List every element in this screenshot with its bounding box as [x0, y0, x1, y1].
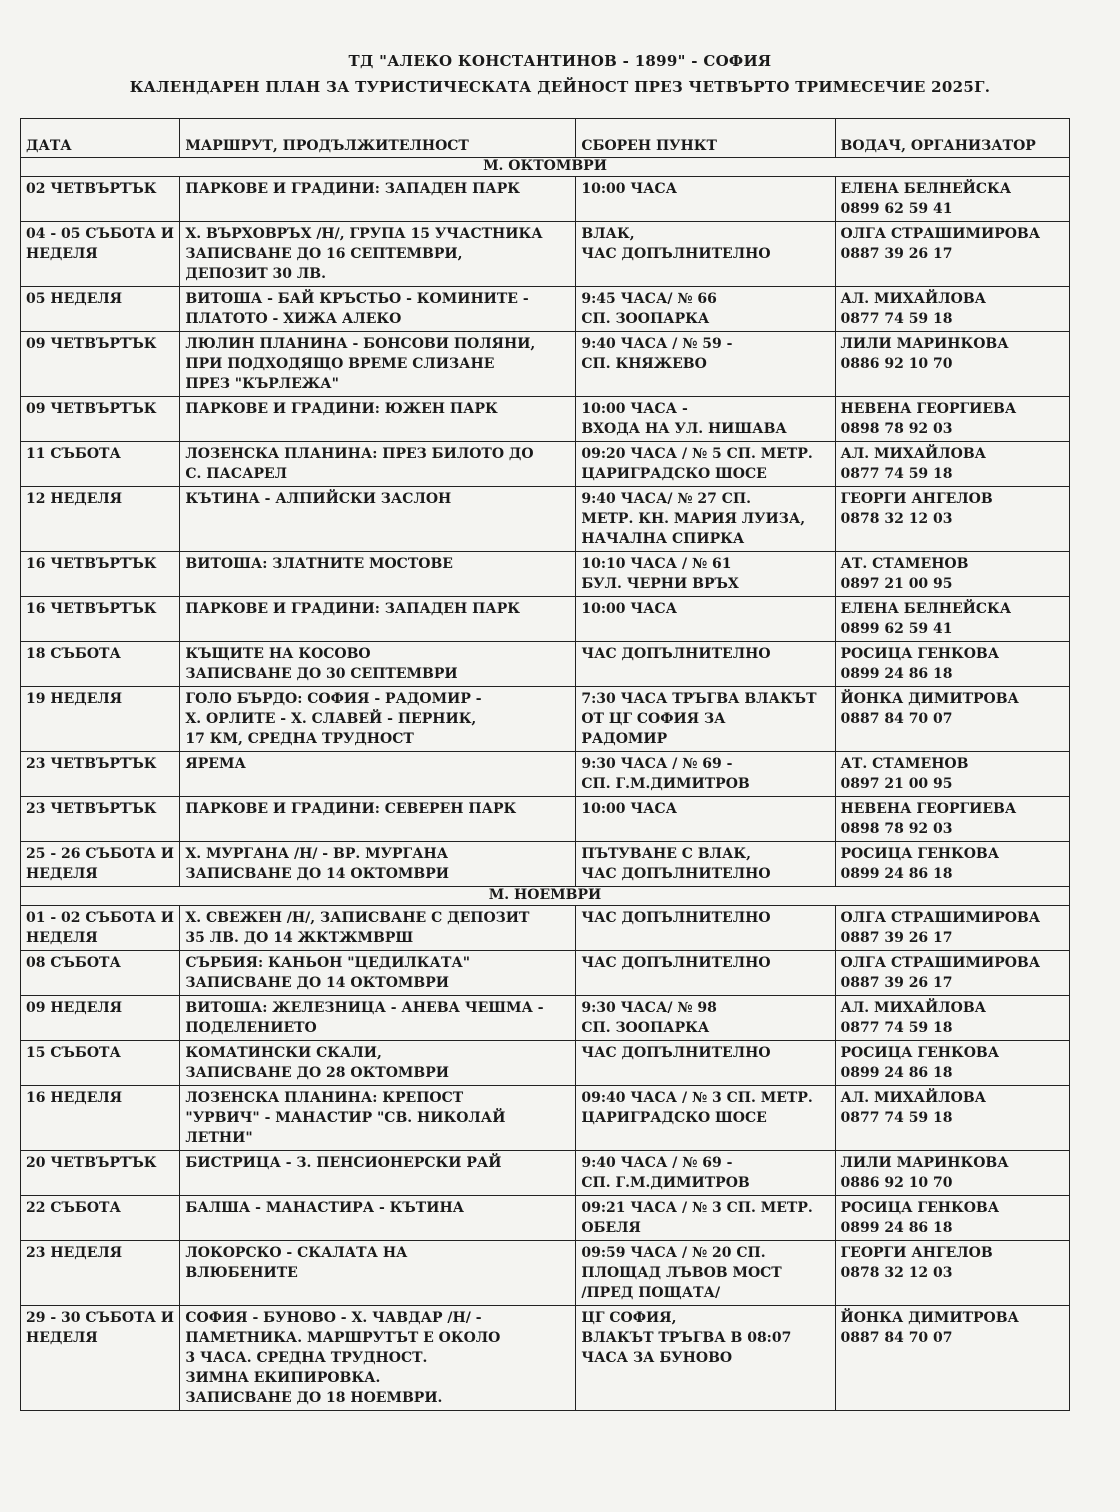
route-cell-line: Х. ВЪРХОВРЪХ /Н/, ГРУПА 15 УЧАСТНИКА — [185, 226, 543, 242]
route-cell-line: Х. МУРГАНА /Н/ - ВР. МУРГАНА — [185, 846, 449, 862]
meeting-point-cell-line: /ПРЕД ПОЩАТА/ — [581, 1285, 721, 1301]
guide-cell-line: РОСИЦА ГЕНКОВА — [840, 846, 1000, 862]
meeting-point-cell — [576, 1151, 835, 1196]
date-cell — [21, 397, 180, 442]
date-cell-line: НЕДЕЛЯ — [26, 866, 98, 882]
month-header-row — [21, 158, 1070, 177]
column-header-guide: ВОДАЧ, ОРГАНИЗАТОР — [835, 119, 1070, 158]
date-cell-line: 09 ЧЕТВЪРТЪК — [26, 401, 157, 417]
meeting-point-cell-line: 9:40 ЧАСА / № 69 - — [581, 1155, 733, 1171]
meeting-point-cell-line: 9:40 ЧАСА / № 59 - — [581, 336, 733, 352]
meeting-point-cell-line: 10:00 ЧАСА — [581, 601, 678, 617]
route-cell-line: СЪРБИЯ: КАНЬОН "ЦЕДИЛКАТА" — [185, 955, 471, 971]
route-cell — [180, 1041, 576, 1086]
date-cell-line: 23 ЧЕТВЪРТЪК — [26, 756, 157, 772]
meeting-point-cell-line: 09:40 ЧАСА / № 3 СП. МЕТР. — [581, 1090, 813, 1106]
route-cell-line: ЛОЗЕНСКА ПЛАНИНА: ПРЕЗ БИЛОТО ДО — [185, 446, 534, 462]
route-cell-line: ЗАПИСВАНЕ ДО 28 ОКТОМВРИ — [185, 1065, 450, 1081]
route-cell-line: ПАРКОВЕ И ГРАДИНИ: ЮЖЕН ПАРК — [185, 401, 498, 417]
route-cell-line: ЗИМНА ЕКИПИРОВКА. — [185, 1370, 381, 1386]
date-cell-line: 19 НЕДЕЛЯ — [26, 691, 123, 707]
meeting-point-cell-line: МЕТР. КН. МАРИЯ ЛУИЗА, — [581, 511, 806, 527]
guide-cell-line: 0887 39 26 17 — [840, 930, 953, 946]
guide-cell-line: ГЕОРГИ АНГЕЛОВ — [840, 1245, 993, 1261]
route-cell — [180, 752, 576, 797]
route-cell — [180, 906, 576, 951]
meeting-point-cell-line: ЦГ СОФИЯ, — [581, 1310, 677, 1326]
meeting-point-cell-line: ОТ ЦГ СОФИЯ ЗА — [581, 711, 726, 727]
route-cell-line: ЗАПИСВАНЕ ДО 16 СЕПТЕМВРИ, — [185, 246, 463, 262]
table-row — [21, 687, 1070, 752]
meeting-point-cell — [576, 797, 835, 842]
date-cell — [21, 332, 180, 397]
meeting-point-cell-line: 09:20 ЧАСА / № 5 СП. МЕТР. — [581, 446, 813, 462]
meeting-point-cell — [576, 996, 835, 1041]
route-cell — [180, 597, 576, 642]
table-row — [21, 552, 1070, 597]
route-cell-line: ЛОКОРСКО - СКАЛАТА НА — [185, 1245, 408, 1261]
meeting-point-cell — [576, 1306, 835, 1411]
guide-cell-line: 0877 74 59 18 — [840, 466, 953, 482]
table-header-row — [21, 119, 1070, 158]
route-cell-line: ПОДЕЛЕНИЕТО — [185, 1020, 317, 1036]
schedule-table — [20, 118, 1070, 1411]
meeting-point-cell-line: ОБЕЛЯ — [581, 1220, 641, 1236]
guide-cell — [835, 797, 1070, 842]
guide-cell-line: АЛ. МИХАЙЛОВА — [840, 446, 987, 462]
date-cell-line: 20 ЧЕТВЪРТЪК — [26, 1155, 157, 1171]
meeting-point-cell — [576, 752, 835, 797]
meeting-point-cell-line: 9:30 ЧАСА/ № 98 — [581, 1000, 717, 1016]
meeting-point-cell-line: ЧАС ДОПЪЛНИТЕЛНО — [581, 866, 771, 882]
meeting-point-cell-line: 9:40 ЧАСА/ № 27 СП. — [581, 491, 752, 507]
date-cell — [21, 442, 180, 487]
meeting-point-cell — [576, 552, 835, 597]
meeting-point-cell-line: ВХОДА НА УЛ. НИШАВА — [581, 421, 787, 437]
meeting-point-cell — [576, 222, 835, 287]
date-cell-line: 05 НЕДЕЛЯ — [26, 291, 123, 307]
route-cell — [180, 842, 576, 887]
date-cell-line: 16 ЧЕТВЪРТЪК — [26, 556, 157, 572]
route-cell — [180, 222, 576, 287]
route-cell-line: ЛЕТНИ" — [185, 1130, 253, 1146]
guide-cell-line: ЕЛЕНА БЕЛНЕЙСКА — [840, 601, 1012, 617]
guide-cell-line: РОСИЦА ГЕНКОВА — [840, 646, 1000, 662]
guide-cell — [835, 552, 1070, 597]
meeting-point-cell-line: БУЛ. ЧЕРНИ ВРЪХ — [581, 576, 739, 592]
route-cell-line: БИСТРИЦА - З. ПЕНСИОНЕРСКИ РАЙ — [185, 1155, 502, 1171]
date-cell-line: НЕДЕЛЯ — [26, 246, 98, 262]
guide-cell-line: 0878 32 12 03 — [840, 1265, 953, 1281]
date-cell-line: 29 - 30 СЪБОТА И — [26, 1310, 175, 1326]
route-cell-line: ПАРКОВЕ И ГРАДИНИ: ЗАПАДЕН ПАРК — [185, 181, 520, 197]
meeting-point-cell-line: СП. ЗООПАРКА — [581, 1020, 710, 1036]
meeting-point-cell — [576, 177, 835, 222]
route-cell-line: ЛОЗЕНСКА ПЛАНИНА: КРЕПОСТ — [185, 1090, 464, 1106]
date-cell — [21, 996, 180, 1041]
route-cell-line: ПРЕЗ "КЪРЛЕЖА" — [185, 376, 339, 392]
route-cell — [180, 552, 576, 597]
guide-cell — [835, 1306, 1070, 1411]
guide-cell-line: 0899 24 86 18 — [840, 1065, 953, 1081]
date-cell — [21, 287, 180, 332]
meeting-point-cell-line: ЧАСА ЗА БУНОВО — [581, 1350, 733, 1366]
route-cell — [180, 996, 576, 1041]
route-cell-line: ЗАПИСВАНЕ ДО 14 ОКТОМВРИ — [185, 975, 450, 991]
date-cell — [21, 597, 180, 642]
route-cell-line: ВЛЮБЕНИТЕ — [185, 1265, 298, 1281]
guide-cell-line: ЛИЛИ МАРИНКОВА — [840, 1155, 1009, 1171]
meeting-point-cell-line: СП. КНЯЖЕВО — [581, 356, 707, 372]
table-row — [21, 996, 1070, 1041]
route-cell-line: 35 ЛВ. ДО 14 ЖКТЖМВРШ — [185, 930, 414, 946]
meeting-point-cell — [576, 1086, 835, 1151]
route-cell — [180, 687, 576, 752]
route-cell-line: ЛЮЛИН ПЛАНИНА - БОНСОВИ ПОЛЯНИ, — [185, 336, 536, 352]
route-cell — [180, 1151, 576, 1196]
table-row — [21, 442, 1070, 487]
date-cell-line: 02 ЧЕТВЪРТЪК — [26, 181, 157, 197]
meeting-point-cell-line: ЧАС ДОПЪЛНИТЕЛНО — [581, 246, 771, 262]
guide-cell — [835, 332, 1070, 397]
route-cell-line: КОМАТИНСКИ СКАЛИ, — [185, 1045, 382, 1061]
guide-cell-line: 0886 92 10 70 — [840, 1175, 953, 1191]
guide-cell-line: 0899 24 86 18 — [840, 666, 953, 682]
guide-cell-line: 0886 92 10 70 — [840, 356, 953, 372]
meeting-point-cell — [576, 597, 835, 642]
route-cell-line: ГОЛО БЪРДО: СОФИЯ - РАДОМИР - — [185, 691, 482, 707]
route-cell — [180, 1196, 576, 1241]
guide-cell — [835, 906, 1070, 951]
date-cell — [21, 951, 180, 996]
meeting-point-cell-line: 09:21 ЧАСА / № 3 СП. МЕТР. — [581, 1200, 813, 1216]
date-cell-line: 12 НЕДЕЛЯ — [26, 491, 123, 507]
guide-cell-line: ЕЛЕНА БЕЛНЕЙСКА — [840, 181, 1012, 197]
column-header-route: МАРШРУТ, ПРОДЪЛЖИТЕЛНОСТ — [180, 119, 576, 158]
guide-cell-line: 0899 24 86 18 — [840, 1220, 953, 1236]
table-row — [21, 1041, 1070, 1086]
date-cell — [21, 797, 180, 842]
meeting-point-cell — [576, 397, 835, 442]
guide-cell-line: АТ. СТАМЕНОВ — [840, 556, 969, 572]
guide-cell-line: ОЛГА СТРАШИМИРОВА — [840, 910, 1041, 926]
guide-cell — [835, 1086, 1070, 1151]
table-row — [21, 597, 1070, 642]
table-row — [21, 287, 1070, 332]
document-title: ТД "АЛЕКО КОНСТАНТИНОВ - 1899" - СОФИЯ — [348, 52, 772, 70]
route-cell — [180, 487, 576, 552]
guide-cell-line: 0878 32 12 03 — [840, 511, 953, 527]
route-cell-line: ДЕПОЗИТ 30 ЛВ. — [185, 266, 327, 282]
route-cell — [180, 442, 576, 487]
date-cell — [21, 752, 180, 797]
meeting-point-cell — [576, 1241, 835, 1306]
guide-cell — [835, 442, 1070, 487]
date-cell-line: 11 СЪБОТА — [26, 446, 121, 462]
guide-cell-line: НЕВЕНА ГЕОРГИЕВА — [840, 801, 1017, 817]
route-cell-line: 17 КМ, СРЕДНА ТРУДНОСТ — [185, 731, 414, 747]
meeting-point-cell-line: СП. Г.М.ДИМИТРОВ — [581, 776, 750, 792]
guide-cell — [835, 951, 1070, 996]
guide-cell — [835, 996, 1070, 1041]
table-row — [21, 752, 1070, 797]
date-cell-line: 04 - 05 СЪБОТА И — [26, 226, 175, 242]
meeting-point-cell-line: 9:30 ЧАСА / № 69 - — [581, 756, 733, 772]
route-cell-line: ПЛАТОТО - ХИЖА АЛЕКО — [185, 311, 402, 327]
date-cell — [21, 1086, 180, 1151]
route-cell-line: 3 ЧАСА. СРЕДНА ТРУДНОСТ. — [185, 1350, 428, 1366]
date-cell-line: 16 НЕДЕЛЯ — [26, 1090, 123, 1106]
route-cell-line: ВИТОША: ЗЛАТНИТЕ МОСТОВЕ — [185, 556, 453, 572]
meeting-point-cell-line: 10:10 ЧАСА / № 61 — [581, 556, 732, 572]
route-cell-line: ВИТОША - БАЙ КРЪСТЬО - КОМИНИТЕ - — [185, 291, 529, 307]
route-cell-line: КЪЩИТЕ НА КОСОВО — [185, 646, 371, 662]
date-cell-line: 09 ЧЕТВЪРТЪК — [26, 336, 157, 352]
guide-cell — [835, 1041, 1070, 1086]
meeting-point-cell-line: ЦАРИГРАДСКО ШОСЕ — [581, 1110, 767, 1126]
route-cell-line: ВИТОША: ЖЕЛЕЗНИЦА - АНЕВА ЧЕШМА - — [185, 1000, 544, 1016]
guide-cell — [835, 1196, 1070, 1241]
guide-cell-line: 0887 39 26 17 — [840, 246, 953, 262]
date-cell-line: 25 - 26 СЪБОТА И — [26, 846, 175, 862]
table-row — [21, 397, 1070, 442]
guide-cell — [835, 177, 1070, 222]
meeting-point-cell-line: 10:00 ЧАСА - — [581, 401, 688, 417]
route-cell — [180, 332, 576, 397]
column-header-date: ДАТА — [21, 119, 180, 158]
table-row — [21, 951, 1070, 996]
date-cell-line: 23 ЧЕТВЪРТЪК — [26, 801, 157, 817]
guide-cell-line: ОЛГА СТРАШИМИРОВА — [840, 955, 1041, 971]
meeting-point-cell — [576, 1196, 835, 1241]
meeting-point-cell-line: ПЛОЩАД ЛЪВОВ МОСТ — [581, 1265, 782, 1281]
meeting-point-cell-line: ЦАРИГРАДСКО ШОСЕ — [581, 466, 767, 482]
route-cell-line: ЗАПИСВАНЕ ДО 14 ОКТОМВРИ — [185, 866, 450, 882]
meeting-point-cell-line: 9:45 ЧАСА/ № 66 — [581, 291, 717, 307]
guide-cell-line: 0898 78 92 03 — [840, 821, 953, 837]
date-cell — [21, 1041, 180, 1086]
date-cell-line: 18 СЪБОТА — [26, 646, 121, 662]
date-cell-line: НЕДЕЛЯ — [26, 1330, 98, 1346]
guide-cell — [835, 222, 1070, 287]
table-row — [21, 642, 1070, 687]
route-cell-line: ПАРКОВЕ И ГРАДИНИ: ЗАПАДЕН ПАРК — [185, 601, 520, 617]
meeting-point-cell-line: 09:59 ЧАСА / № 20 СП. — [581, 1245, 766, 1261]
date-cell — [21, 177, 180, 222]
meeting-point-cell-line: СП. ЗООПАРКА — [581, 311, 710, 327]
date-cell-line: 16 ЧЕТВЪРТЪК — [26, 601, 157, 617]
schedule-body — [21, 158, 1070, 1411]
meeting-point-cell — [576, 287, 835, 332]
meeting-point-cell-line: ПЪТУВАНЕ С ВЛАК, — [581, 846, 751, 862]
guide-cell-line: ЛИЛИ МАРИНКОВА — [840, 336, 1009, 352]
meeting-point-cell-line: НАЧАЛНА СПИРКА — [581, 531, 745, 547]
route-cell-line: ЯРЕМА — [185, 756, 246, 772]
guide-cell-line: 0887 39 26 17 — [840, 975, 953, 991]
date-cell — [21, 1241, 180, 1306]
route-cell — [180, 951, 576, 996]
guide-cell-line: 0877 74 59 18 — [840, 1110, 953, 1126]
table-row — [21, 1306, 1070, 1411]
guide-cell-line: 0898 78 92 03 — [840, 421, 953, 437]
guide-cell-line: ГЕОРГИ АНГЕЛОВ — [840, 491, 993, 507]
route-cell — [180, 397, 576, 442]
route-cell-line: Х. ОРЛИТЕ - Х. СЛАВЕЙ - ПЕРНИК, — [185, 711, 477, 727]
guide-cell — [835, 287, 1070, 332]
meeting-point-cell-line: ВЛАКЪТ ТРЪГВА В 08:07 — [581, 1330, 792, 1346]
guide-cell — [835, 597, 1070, 642]
date-cell — [21, 642, 180, 687]
date-cell-line: 09 НЕДЕЛЯ — [26, 1000, 123, 1016]
route-cell-line: ПАМЕТНИКА. МАРШРУТЪТ Е ОКОЛО — [185, 1330, 501, 1346]
guide-cell — [835, 1151, 1070, 1196]
meeting-point-cell-line: ЧАС ДОПЪЛНИТЕЛНО — [581, 955, 771, 971]
table-row — [21, 842, 1070, 887]
guide-cell-line: 0897 21 00 95 — [840, 776, 953, 792]
date-cell — [21, 1151, 180, 1196]
guide-cell-line: РОСИЦА ГЕНКОВА — [840, 1200, 1000, 1216]
date-cell-line: 08 СЪБОТА — [26, 955, 121, 971]
month-label: М. НОЕМВРИ — [21, 887, 1070, 906]
route-cell-line: ЗАПИСВАНЕ ДО 18 НОЕМВРИ. — [185, 1390, 443, 1406]
meeting-point-cell-line: 7:30 ЧАСА ТРЪГВА ВЛАКЪТ — [581, 691, 817, 707]
date-cell — [21, 687, 180, 752]
guide-cell — [835, 687, 1070, 752]
date-cell — [21, 906, 180, 951]
guide-cell-line: ЙОНКА ДИМИТРОВА — [840, 691, 1019, 707]
table-row — [21, 1241, 1070, 1306]
meeting-point-cell — [576, 332, 835, 397]
month-label: М. ОКТОМВРИ — [21, 158, 1070, 177]
guide-cell-line: 0877 74 59 18 — [840, 311, 953, 327]
document-subtitle: КАЛЕНДАРЕН ПЛАН ЗА ТУРИСТИЧЕСКАТА ДЕЙНОСТ ПРЕЗ ЧЕТВЪРТО ТРИМЕСЕЧИЕ 2025Г. — [129, 78, 991, 96]
meeting-point-cell-line: ЧАС ДОПЪЛНИТЕЛНО — [581, 646, 771, 662]
route-cell-line: ПАРКОВЕ И ГРАДИНИ: СЕВЕРЕН ПАРК — [185, 801, 517, 817]
meeting-point-cell — [576, 1041, 835, 1086]
meeting-point-cell-line: 10:00 ЧАСА — [581, 801, 678, 817]
guide-cell-line: 0899 62 59 41 — [840, 621, 953, 637]
date-cell-line: 15 СЪБОТА — [26, 1045, 121, 1061]
meeting-point-cell — [576, 687, 835, 752]
route-cell-line: Х. СВЕЖЕН /Н/, ЗАПИСВАНЕ С ДЕПОЗИТ — [185, 910, 530, 926]
meeting-point-cell-line: ЧАС ДОПЪЛНИТЕЛНО — [581, 910, 771, 926]
meeting-point-cell-line: 10:00 ЧАСА — [581, 181, 678, 197]
meeting-point-cell-line: ВЛАК, — [581, 226, 635, 242]
table-row — [21, 1151, 1070, 1196]
guide-cell-line: АТ. СТАМЕНОВ — [840, 756, 969, 772]
date-cell — [21, 552, 180, 597]
meeting-point-cell — [576, 487, 835, 552]
guide-cell — [835, 842, 1070, 887]
route-cell-line: С. ПАСАРЕЛ — [185, 466, 288, 482]
date-cell — [21, 1196, 180, 1241]
guide-cell-line: АЛ. МИХАЙЛОВА — [840, 1000, 987, 1016]
meeting-point-cell — [576, 906, 835, 951]
route-cell-line: БАЛША - МАНАСТИРА - КЪТИНА — [185, 1200, 465, 1216]
date-cell — [21, 487, 180, 552]
table-row — [21, 487, 1070, 552]
guide-cell — [835, 642, 1070, 687]
date-cell-line: 23 НЕДЕЛЯ — [26, 1245, 123, 1261]
date-cell — [21, 222, 180, 287]
date-cell — [21, 1306, 180, 1411]
meeting-point-cell — [576, 951, 835, 996]
route-cell — [180, 177, 576, 222]
table-row — [21, 1086, 1070, 1151]
route-cell — [180, 287, 576, 332]
date-cell-line: 01 - 02 СЪБОТА И — [26, 910, 175, 926]
meeting-point-cell — [576, 842, 835, 887]
month-header-row — [21, 887, 1070, 906]
date-cell-line: НЕДЕЛЯ — [26, 930, 98, 946]
meeting-point-cell-line: РАДОМИР — [581, 731, 668, 747]
route-cell — [180, 1241, 576, 1306]
route-cell — [180, 797, 576, 842]
table-row — [21, 332, 1070, 397]
guide-cell-line: 0887 84 70 07 — [840, 1330, 953, 1346]
table-row — [21, 222, 1070, 287]
route-cell-line: ЗАПИСВАНЕ ДО 30 СЕПТЕМВРИ — [185, 666, 458, 682]
guide-cell-line: 0897 21 00 95 — [840, 576, 953, 592]
guide-cell-line: АЛ. МИХАЙЛОВА — [840, 291, 987, 307]
guide-cell — [835, 397, 1070, 442]
guide-cell-line: 0887 84 70 07 — [840, 711, 953, 727]
route-cell — [180, 1086, 576, 1151]
guide-cell — [835, 487, 1070, 552]
guide-cell-line: РОСИЦА ГЕНКОВА — [840, 1045, 1000, 1061]
route-cell — [180, 642, 576, 687]
guide-cell-line: ОЛГА СТРАШИМИРОВА — [840, 226, 1041, 242]
meeting-point-cell — [576, 642, 835, 687]
date-cell-line: 22 СЪБОТА — [26, 1200, 121, 1216]
date-cell — [21, 842, 180, 887]
meeting-point-cell-line: СП. Г.М.ДИМИТРОВ — [581, 1175, 750, 1191]
table-row — [21, 906, 1070, 951]
guide-cell-line: 0899 24 86 18 — [840, 866, 953, 882]
route-cell — [180, 1306, 576, 1411]
route-cell-line: "УРВИЧ" - МАНАСТИР "СВ. НИКОЛАЙ — [185, 1110, 506, 1126]
meeting-point-cell — [576, 442, 835, 487]
route-cell-line: ПРИ ПОДХОДЯЩО ВРЕМЕ СЛИЗАНЕ — [185, 356, 495, 372]
route-cell-line: СОФИЯ - БУНОВО - Х. ЧАВДАР /Н/ - — [185, 1310, 482, 1326]
guide-cell-line: 0899 62 59 41 — [840, 201, 953, 217]
table-row — [21, 797, 1070, 842]
table-row — [21, 177, 1070, 222]
route-cell-line: КЪТИНА - АЛПИЙСКИ ЗАСЛОН — [185, 491, 452, 507]
column-header-meeting-point: СБОРЕН ПУНКТ — [576, 119, 835, 158]
table-row — [21, 1196, 1070, 1241]
guide-cell-line: 0877 74 59 18 — [840, 1020, 953, 1036]
guide-cell-line: НЕВЕНА ГЕОРГИЕВА — [840, 401, 1017, 417]
guide-cell-line: АЛ. МИХАЙЛОВА — [840, 1090, 987, 1106]
meeting-point-cell-line: ЧАС ДОПЪЛНИТЕЛНО — [581, 1045, 771, 1061]
guide-cell — [835, 752, 1070, 797]
guide-cell-line: ЙОНКА ДИМИТРОВА — [840, 1310, 1019, 1326]
guide-cell — [835, 1241, 1070, 1306]
